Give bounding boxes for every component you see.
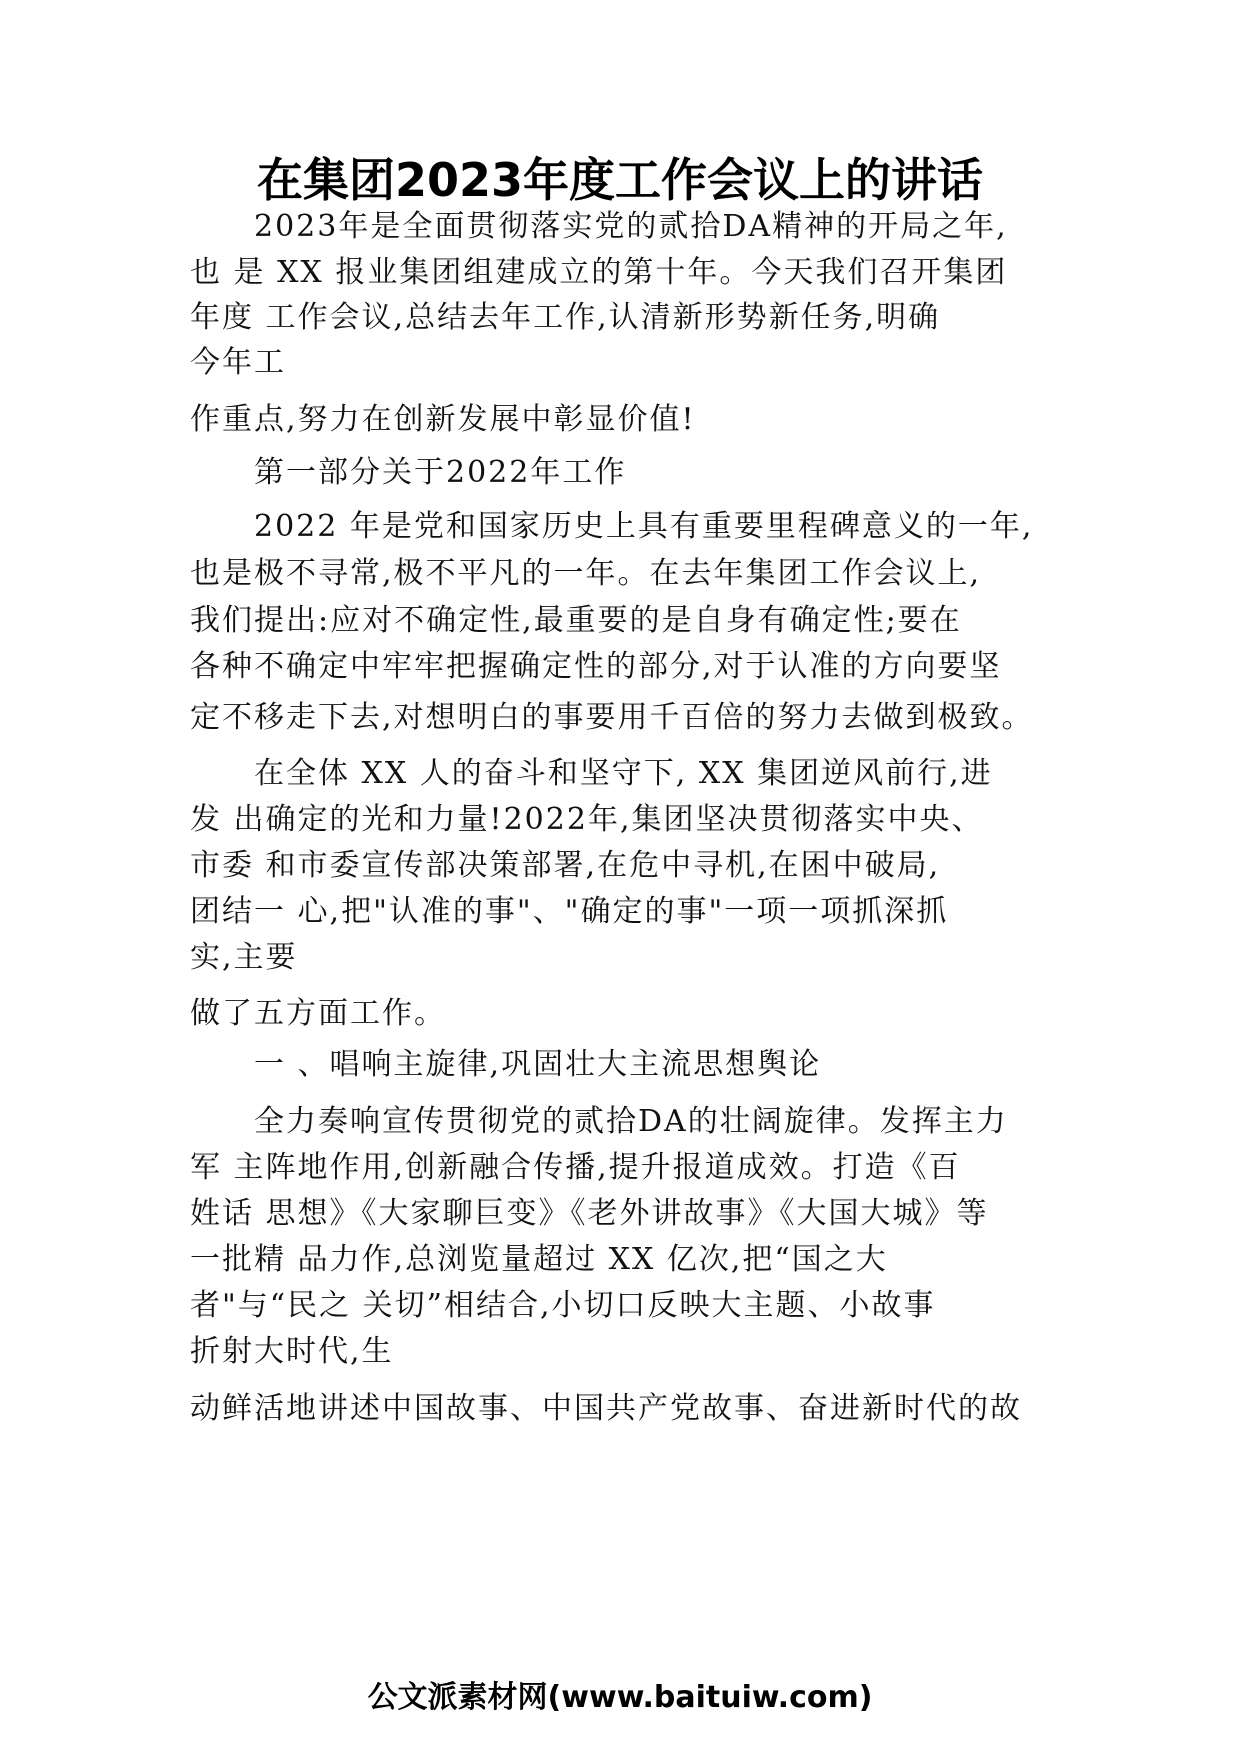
body-line: 军 主阵地作用,创新融合传播,提升报道成效。打造《百 [190,1150,961,1185]
section-heading: 一 、唱响主旋律,巩固壮大主流思想舆论 [254,1047,822,1082]
body-line: 我们提出:应对不确定性,最重要的是自身有确定性;要在 [190,603,962,638]
body-line: 年度 工作会议,总结去年工作,认清新形势新任务,明确 [190,300,941,335]
body-line: 做了五方面工作。 [190,996,446,1031]
body-line: 2023年是全面贯彻落实党的贰拾DA精神的开局之年, [254,209,1008,244]
body-line: 各种不确定中牢牢把握确定性的部分,对于认准的方向要坚 [190,649,1002,684]
body-line: 今年工 [190,345,286,380]
body-line: 一批精 品力作,总浏览量超过 XX 亿次,把“国之大 [190,1242,888,1277]
body-line: 市委 和市委宣传部决策部署,在危中寻机,在困中破局, [190,848,941,883]
document-title: 在集团2023年度工作会议上的讲话 [256,153,984,207]
body-line: 也是极不寻常,极不平凡的一年。在去年集团工作会议上, [190,556,982,591]
body-line: 动鲜活地讲述中国故事、中国共产党故事、奋进新时代的故 [190,1391,1022,1426]
body-line: 姓话 思想》《大家聊巨变》《老外讲故事》《大国大城》等 [190,1196,989,1231]
body-line: 也 是 XX 报业集团组建成立的第十年。今天我们召开集团 [190,255,1008,290]
body-line: 2022 年是党和国家历史上具有重要里程碑意义的一年, [254,509,1034,544]
body-line: 全力奏响宣传贯彻党的贰拾DA的壮阔旋律。发挥主力 [254,1104,1008,1139]
body-line: 者"与“民之 关切”相结合,小切口反映大主题、小故事 [190,1288,936,1323]
body-line: 团结一 心,把"认准的事"、"确定的事"一项一项抓深抓 [190,894,949,929]
body-line: 在全体 XX 人的奋斗和坚守下, XX 集团逆风前行,进 [254,756,993,791]
section-heading: 第一部分关于2022年工作 [254,455,627,490]
footer-watermark: 公文派素材网(www.baituiw.com) [367,1680,873,1715]
body-line: 发 出确定的光和力量!2022年,集团坚决贯彻落实中央、 [190,802,984,837]
body-line: 作重点,努力在创新发展中彰显价值! [190,402,696,437]
body-line: 定不移走下去,对想明白的事要用千百倍的努力去做到极致。 [190,700,1034,735]
body-line: 实,主要 [190,940,298,975]
body-line: 折射大时代,生 [190,1334,394,1369]
